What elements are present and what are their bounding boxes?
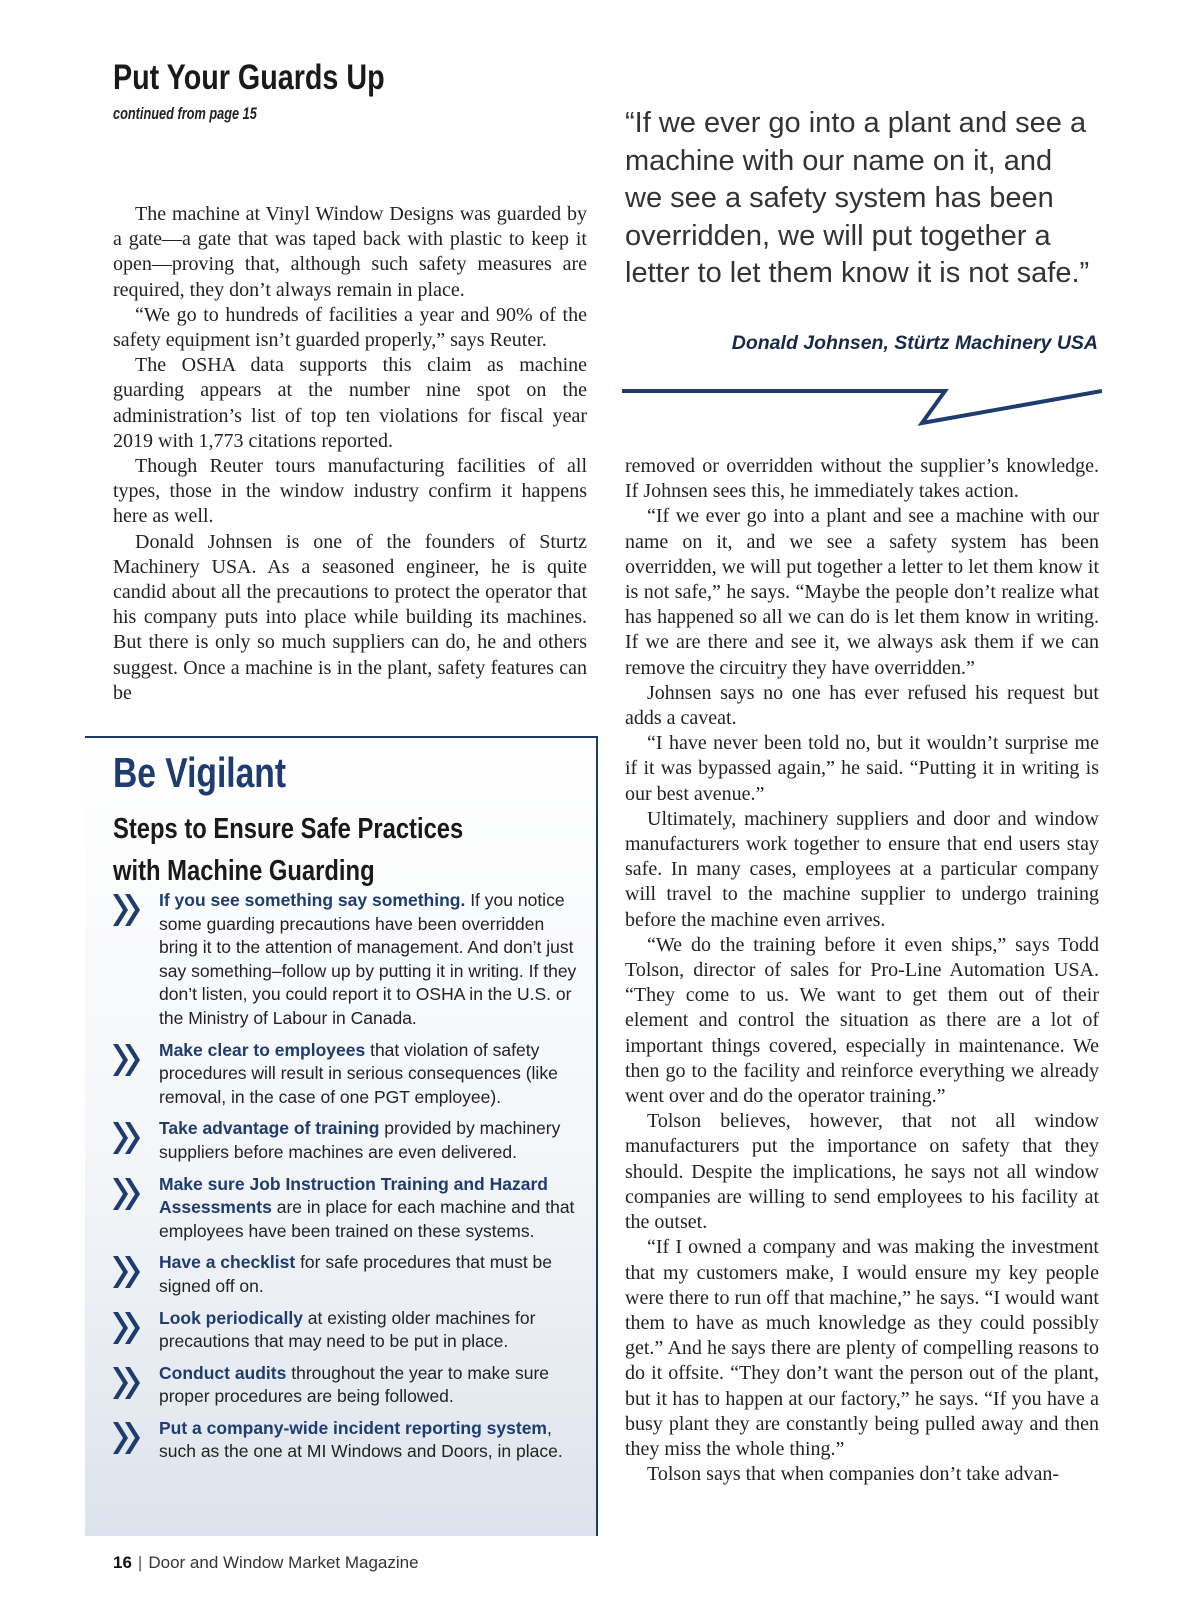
body-paragraph: “If I owned a company and was making the investment that my customers make, I would ensure my key people were there to run off that machine,” he says. “I would want them to have as much knowledge as they could possibly get.” And he says there are plenty of compelling reasons to do it offsite. “They don’t want the person out of the plant, but it has to happen at our factory,” he says. “If you have a busy plant they are constantly being pulled away and then they miss the whole thing.”: [625, 1236, 1099, 1460]
sidebar-bullet-item: [111, 1307, 581, 1354]
body-paragraph: Tolson says that when companies don’t take advan-: [647, 1463, 1060, 1486]
bullet-lead: Make sure Job Instruction Training and Hazard Assessments: [159, 1173, 548, 1218]
bullet-lead: Conduct audits: [159, 1362, 287, 1383]
bullet-text: provided by machinery suppliers before machines are even delivered.: [159, 1118, 561, 1162]
sidebar-subtitle: [113, 808, 463, 892]
sidebar-bullet-item: [111, 1173, 581, 1244]
double-chevron-icon: [111, 1176, 145, 1212]
body-paragraph: “We go to hundreds of facilities a year and 90% of the safety equipment isn’t guarded properly,” says Reuter.: [113, 303, 587, 352]
sidebar-subtitle-line: Steps to Ensure Safe Practices: [113, 813, 464, 845]
bullet-text: that violation of safety procedures will result in serious consequences (like removal, in the case of one PGT employee).: [159, 1039, 558, 1107]
bullet-text: If you notice some guarding precautions have been overridden bring it to the attention of management. And don’t just say something–follow up by putting it in writing. If they don’t listen, you could report it to OSHA in the U.S. or the Ministry of Labour in Canada.: [159, 890, 577, 1028]
bullet-lead: Put a company-wide incident reporting system: [159, 1417, 547, 1438]
footer-separator: |: [137, 1553, 143, 1572]
bullet-text: are in place for each machine and that employees have been trained on these systems.: [159, 1197, 575, 1241]
double-chevron-icon: [111, 1120, 145, 1156]
continued-note: continued from page 15: [113, 104, 257, 123]
pull-quote: “If we ever go into a plant and see a machine with our name on it, and we see a safety system has been overridden, we will put together a letter to let them know it is not safe.”: [625, 107, 1090, 289]
bullet-lead: Look periodically: [159, 1307, 303, 1328]
sidebar-bullet-list: [111, 889, 581, 1472]
body-paragraph: Tolson believes, however, that not all window manufacturers put the importance on safety that they should. Despite the implications, he says not all window companies are willing to send employees to his facility at the outset.: [625, 1110, 1099, 1234]
double-chevron-icon: [111, 1310, 145, 1346]
sidebar-bullet-item: [111, 1417, 581, 1464]
body-paragraph: The machine at Vinyl Window Designs was guarded by a gate—a gate that was taped back with plastic to keep it open—proving that, although such safety measures are required, they don’t always remain in place.: [113, 203, 587, 301]
page-number: 16: [113, 1553, 132, 1572]
sidebar-bullet-item: [111, 1362, 581, 1409]
body-paragraph: “We do the training before it even ships,” says Todd Tolson, director of sales for Pro-Line Automation USA. “They come to us. We want to get them out of their element and control the situation as there are a lot of important things covered, especially in maintenance. We then go to the facility and reinforce everything we already went over and do the operator training.”: [625, 933, 1099, 1108]
double-chevron-icon: [111, 1254, 145, 1290]
sidebar-bullet-item: [111, 1117, 581, 1164]
body-paragraph: “If we ever go into a plant and see a machine with our name on it, and we see a safety system has been overridden, we will put together a letter to let them know it is not safe,” he says. “Maybe the people don’t realize what has happened so all we can do is let them know in writing. If we are there and see it, we always ask them if we can remove the circuitry they have overridden.”: [625, 505, 1099, 679]
bullet-text: for safe procedures that must be signed off on.: [159, 1252, 553, 1296]
bullet-text: throughout the year to make sure proper procedures are being followed.: [159, 1362, 550, 1407]
sidebar-subtitle-line: with Machine Guarding: [113, 855, 375, 887]
body-paragraph: Though Reuter tours manufacturing facilities of all types, those in the window industry confirm it happens here as well.: [113, 455, 587, 528]
body-paragraph: Donald Johnsen is one of the founders of Sturtz Machinery USA. As a seasoned engineer, he is quite candid about all the precautions to protect the operator that his company puts into place while building its machines. But there is only so much suppliers can do, he and others suggest. Once a machine is in the plant, safety features can be: [113, 530, 587, 704]
bullet-text: , such as the one at MI Windows and Doors, in place.: [159, 1417, 563, 1462]
double-chevron-icon: [111, 892, 145, 928]
double-chevron-icon: [111, 1420, 145, 1456]
bullet-lead: Make clear to employees: [159, 1039, 366, 1060]
body-paragraph: “I have never been told no, but it wouldn’t surprise me if it was bypassed again,” he said. “Putting it in writing is our best avenue.”: [625, 732, 1099, 805]
article-title: Put Your Guards Up: [113, 58, 385, 97]
right-column: [625, 454, 1099, 1487]
bullet-text: at existing older machines for precautions that may need to be put in place.: [159, 1307, 536, 1352]
body-paragraph: Ultimately, machinery suppliers and door and window manufacturers work together to ensure that end users stay safe. In many cases, employees at a particular company will travel to the machine supplier to undergo training before the machine even arrives.: [625, 807, 1099, 931]
body-paragraph: Johnsen says no one has ever refused his request but adds a caveat.: [625, 681, 1099, 730]
page-footer: [113, 1553, 419, 1573]
body-paragraph: removed or overridden without the supplier’s knowledge. If Johnsen sees this, he immediately takes action.: [625, 455, 1099, 503]
bullet-lead: If you see something say something.: [159, 890, 466, 910]
bullet-lead: Take advantage of training: [159, 1118, 380, 1139]
pull-quote-attribution: Donald Johnsen, Stürtz Machinery USA: [731, 332, 1098, 354]
body-paragraph: The OSHA data supports this claim as machine guarding appears at the number nine spot on the administration’s list of top ten violations for fiscal year 2019 with 1,773 citations reported.: [113, 354, 587, 452]
double-chevron-icon: [111, 1365, 145, 1401]
sidebar-title: Be Vigilant: [113, 749, 287, 796]
left-column: [113, 202, 587, 706]
sidebar-bullet-item: [111, 1039, 581, 1110]
sidebar-bullet-item: [111, 1251, 581, 1298]
sidebar-bullet-item: [111, 889, 581, 1031]
publication-name: Door and Window Market Magazine: [148, 1553, 419, 1572]
bullet-lead: Have a checklist: [159, 1252, 296, 1273]
double-chevron-icon: [111, 1042, 145, 1078]
quote-divider-line: [622, 383, 1102, 433]
